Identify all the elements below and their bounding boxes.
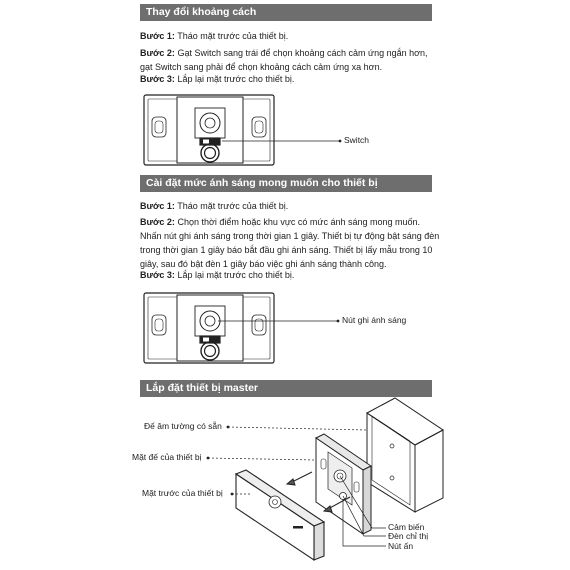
label-front-plate: Mặt trước của thiết bị bbox=[142, 488, 223, 498]
label-wall-box: Đế âm tường có sẵn bbox=[144, 421, 222, 431]
step-1: Bước 1: Tháo mặt trước của thiết bị. bbox=[140, 31, 289, 41]
label-sensor: Cảm biến bbox=[388, 522, 425, 532]
section-title-distance: Thay đổi khoảng cách bbox=[140, 4, 432, 21]
back-plate bbox=[316, 434, 371, 534]
section-title-install-master: Lắp đặt thiết bị master bbox=[140, 380, 432, 397]
label-back-plate: Mặt đế của thiết bị bbox=[132, 452, 202, 462]
label-button: Nút ấn bbox=[388, 541, 414, 551]
step-2: Bước 2: Chọn thời điểm hoặc khu vực có mức ánh sáng mong muốn. Nhấn nút ghi ánh sáng trong thời gian 1 giây. Thiết bị tự động bật sáng đèn trong thời gian 1 giây báo bắt đầu ghi ánh sáng. Thiết bị lấy mẫu trong 10 giây, sau đó bật đèn 1 giây báo việc ghi ánh sáng thành công. bbox=[140, 217, 440, 269]
device-diagram-1 bbox=[144, 95, 274, 165]
wall-box bbox=[367, 398, 443, 512]
callout-switch: Switch bbox=[344, 135, 370, 145]
step-2: Bước 2: Gạt Switch sang trái để chọn khoảng cách cảm ứng ngắn hơn, gạt Switch sang phải để chọn khoảng cách cảm ứng xa hơn. bbox=[140, 48, 428, 72]
callout-light-record-button: Nút ghi ánh sáng bbox=[342, 315, 407, 325]
step-3: Bước 3: Lắp lại mặt trước cho thiết bị. bbox=[140, 74, 295, 84]
step-3: Bước 3: Lắp lại mặt trước cho thiết bị. bbox=[140, 270, 295, 280]
front-plate bbox=[236, 470, 324, 560]
step-1: Bước 1: Tháo mặt trước của thiết bị. bbox=[140, 201, 289, 211]
section-title-light-level: Cài đặt mức ánh sáng mong muốn cho thiết bị bbox=[140, 175, 432, 192]
label-indicator: Đèn chỉ thị bbox=[388, 531, 429, 541]
device-diagram-2 bbox=[144, 293, 274, 363]
